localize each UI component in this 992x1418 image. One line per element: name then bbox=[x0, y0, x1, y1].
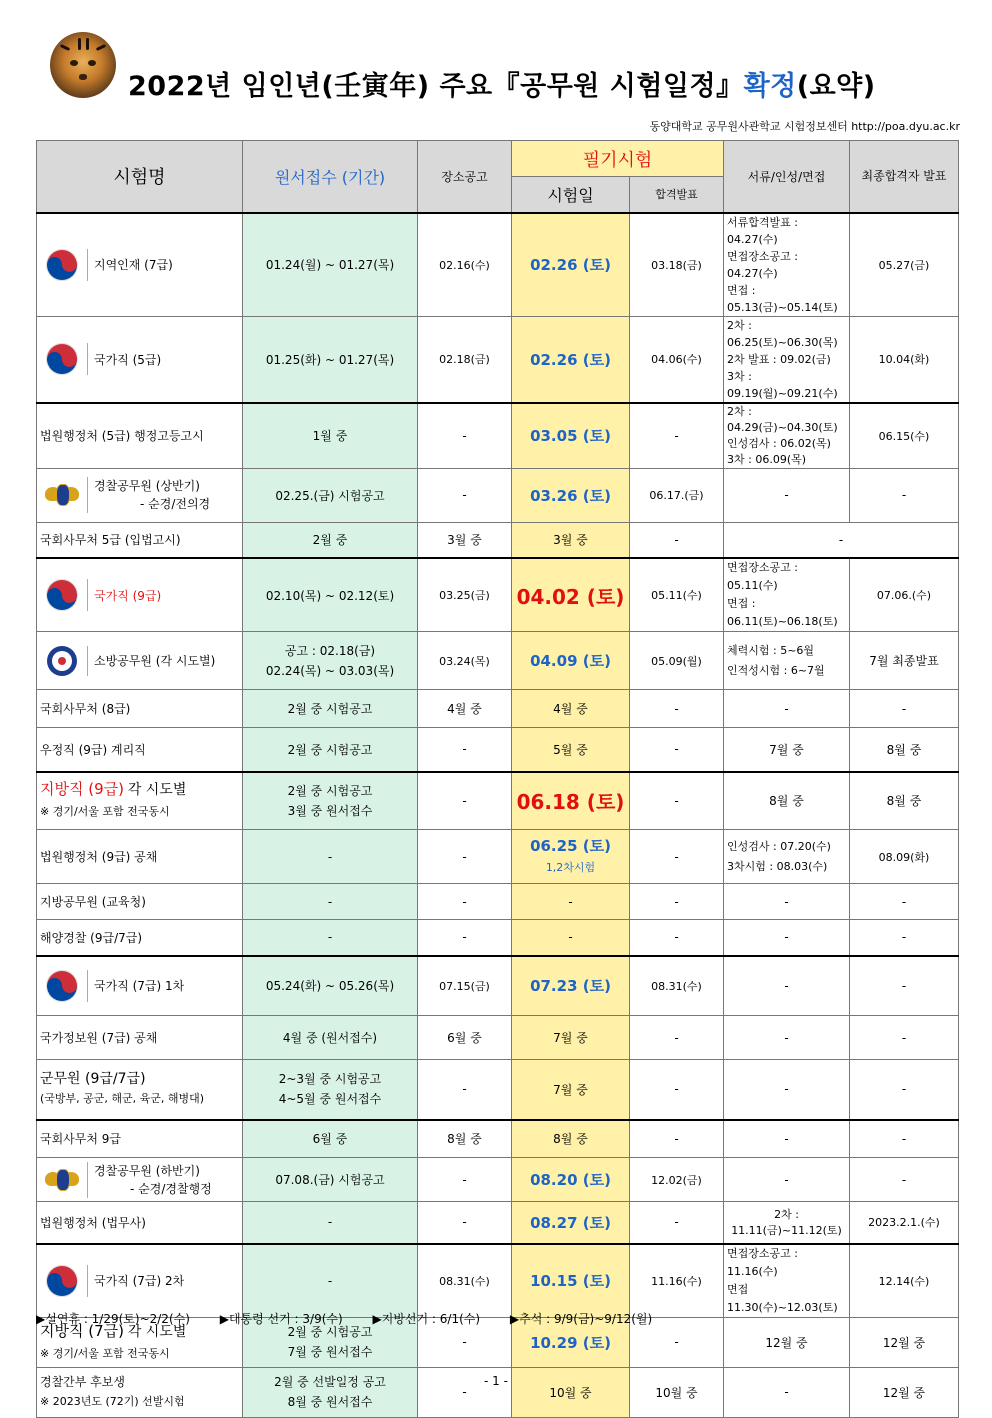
final-date: 07.06.(수) bbox=[850, 558, 959, 632]
docs-line: - bbox=[724, 1158, 850, 1202]
venue-date: 6월 중 bbox=[418, 1016, 512, 1060]
docs-line: - bbox=[724, 956, 850, 1016]
docs-line: - bbox=[724, 1367, 850, 1417]
exam-date: 08.20 (토) bbox=[512, 1158, 630, 1202]
exam-name: 지역인재 (7급) bbox=[94, 258, 173, 272]
apply-period: 2월 중 선발일정 공고 bbox=[274, 1375, 386, 1389]
final-date: - bbox=[850, 468, 959, 522]
pass-date: - bbox=[630, 522, 724, 558]
docs-line: 2차 : 04.29(금)~04.30(토) bbox=[727, 404, 838, 434]
tiger-image bbox=[50, 32, 116, 98]
apply-period: 02.24(목) ~ 03.03(목) bbox=[265, 663, 395, 678]
exam-name: 법원행정처 (법무사) bbox=[37, 1202, 243, 1244]
docs-line: - bbox=[724, 1120, 850, 1158]
apply-period: 01.25(화) ~ 01.27(목) bbox=[243, 316, 418, 403]
page-title: 2022년 임인년(壬寅年) 주요『공무원 시험일정』확정(요약) bbox=[128, 71, 876, 102]
final-date: 06.15(수) bbox=[850, 403, 959, 469]
docs-line: 서류합격발표 : 04.27(수) bbox=[727, 215, 798, 246]
footnote-item: ▶지방선거 : 6/1(수) bbox=[372, 1312, 481, 1326]
final-date: - bbox=[850, 1120, 959, 1158]
pass-date: 10월 중 bbox=[630, 1367, 724, 1417]
table-row bbox=[37, 468, 959, 522]
exam-date: 03.05 (토) bbox=[512, 403, 630, 469]
docs-line: - bbox=[724, 468, 850, 522]
table-row bbox=[37, 1202, 959, 1244]
exam-date: 3월 중 bbox=[512, 522, 630, 558]
exam-name: 법원행정처 (5급) 행정고등고시 bbox=[37, 403, 243, 469]
pass-date: 05.11(수) bbox=[630, 558, 724, 632]
exam-name: 국회사무처 9급 bbox=[37, 1120, 243, 1158]
apply-period: 8월 중 원서접수 bbox=[287, 1395, 373, 1409]
table-row bbox=[37, 920, 959, 956]
col-name-header: 시험명 bbox=[37, 141, 243, 213]
exam-name: 법원행정처 (9급) 공채 bbox=[37, 830, 243, 884]
apply-period: 4월 중 (원서접수) bbox=[243, 1016, 418, 1060]
docs-line: - bbox=[724, 920, 850, 956]
apply-period: 3월 중 원서접수 bbox=[287, 803, 373, 818]
final-date: 05.27(금) bbox=[850, 213, 959, 317]
pass-date: - bbox=[630, 1202, 724, 1244]
apply-period: 공고 : 02.18(금) bbox=[284, 643, 376, 658]
venue-date: 08.31(수) bbox=[418, 1244, 512, 1318]
venue-date: - bbox=[418, 403, 512, 469]
exam-date: 06.25 (토) bbox=[530, 836, 611, 855]
pass-date: 05.09(월) bbox=[630, 632, 724, 690]
venue-date: - bbox=[418, 1202, 512, 1244]
table-row bbox=[37, 956, 959, 1016]
col-docs-header: 서류/인성/면접 bbox=[724, 141, 850, 213]
exam-name: 국가직 (7급) 2차 bbox=[94, 1274, 185, 1288]
col-examday-header: 시험일 bbox=[512, 177, 630, 213]
table-row bbox=[37, 1120, 959, 1158]
docs-line: 면접 : 05.13(금)~05.14(토) bbox=[727, 283, 838, 314]
docs-line: 2차 발표 : 09.02(금) bbox=[727, 352, 831, 366]
docs-line: 면접장소공고 : 04.27(수) bbox=[727, 249, 798, 280]
exam-date: 03.26 (토) bbox=[512, 468, 630, 522]
exam-name: 국가직 (5급) bbox=[94, 352, 162, 367]
table-row bbox=[37, 884, 959, 920]
pass-date: 03.18(금) bbox=[630, 213, 724, 317]
pass-date: - bbox=[630, 884, 724, 920]
table-row bbox=[37, 522, 959, 558]
schedule-table bbox=[36, 140, 959, 1418]
docs-line: 2차 : 06.25(토)~06.30(목) bbox=[727, 318, 838, 349]
venue-date: - bbox=[418, 728, 512, 772]
pass-date: - bbox=[630, 1016, 724, 1060]
docs-line: 인성검사 : 07.20(수) bbox=[727, 839, 831, 853]
police-emblem-icon bbox=[45, 1166, 79, 1194]
table-row bbox=[37, 830, 959, 884]
docs-line: - bbox=[724, 884, 850, 920]
table-row bbox=[37, 213, 959, 317]
taegeuk-icon bbox=[46, 343, 78, 375]
docs-line: 2차 : 11.11(금)~11.12(토) bbox=[724, 1202, 850, 1244]
exam-date: 08.27 (토) bbox=[512, 1202, 630, 1244]
table-row bbox=[37, 1158, 959, 1202]
venue-date: - bbox=[418, 884, 512, 920]
footnote bbox=[36, 1310, 678, 1327]
col-venue-header: 장소공고 bbox=[418, 141, 512, 213]
pass-date: 11.16(수) bbox=[630, 1244, 724, 1318]
col-written-header: 필기시험 bbox=[512, 141, 724, 177]
exam-note: 1,2차시험 bbox=[545, 860, 596, 874]
final-date: - bbox=[850, 1060, 959, 1120]
col-apply-header: 원서접수 (기간) bbox=[243, 141, 418, 213]
docs-line: 면접 11.30(수)~12.03(토) bbox=[727, 1282, 838, 1314]
venue-date: 3월 중 bbox=[418, 522, 512, 558]
exam-name: 국회사무처 (8급) bbox=[37, 690, 243, 728]
exam-name: 경찰공무원 (하반기) bbox=[94, 1163, 200, 1178]
pass-date: 06.17.(금) bbox=[630, 468, 724, 522]
docs-line: 면접장소공고 : 11.16(수) bbox=[727, 1246, 798, 1278]
exam-name: 지방직 (7급) bbox=[40, 1321, 124, 1340]
final-date: - bbox=[850, 884, 959, 920]
pass-date: 12.02(금) bbox=[630, 1158, 724, 1202]
apply-period: 2월 중 시험공고 bbox=[287, 783, 373, 798]
exam-name-suffix: 각 시도별 bbox=[127, 782, 187, 799]
docs-line: 면접 : 06.11(토)~06.18(토) bbox=[727, 597, 838, 628]
apply-period: 2월 중 bbox=[243, 522, 418, 558]
exam-name: 국가직 (7급) 1차 bbox=[94, 979, 185, 994]
apply-period: 07.08.(금) 시험공고 bbox=[243, 1158, 418, 1202]
pass-date: - bbox=[630, 830, 724, 884]
footnote-item: ▶대통령 선거 : 3/9(수) bbox=[219, 1312, 343, 1326]
final-date: 12월 중 bbox=[850, 1367, 959, 1417]
final-date: 08.09(화) bbox=[850, 830, 959, 884]
exam-name: 국회사무처 5급 (입법고시) bbox=[37, 522, 243, 558]
exam-date: 5월 중 bbox=[512, 728, 630, 772]
venue-date: 4월 중 bbox=[418, 690, 512, 728]
venue-date: 02.18(금) bbox=[418, 316, 512, 403]
venue-date: 8월 중 bbox=[418, 1120, 512, 1158]
pass-date: 04.06(수) bbox=[630, 316, 724, 403]
col-pass-header: 합격발표 bbox=[630, 177, 724, 213]
venue-date: 07.15(금) bbox=[418, 956, 512, 1016]
docs-line: 8월 중 bbox=[724, 772, 850, 830]
apply-period: 05.24(화) ~ 05.26(목) bbox=[243, 956, 418, 1016]
pass-date: - bbox=[630, 1120, 724, 1158]
table-row bbox=[37, 728, 959, 772]
exam-subname: - 순경/경찰행정 bbox=[130, 1181, 212, 1196]
apply-period: 6월 중 bbox=[243, 1120, 418, 1158]
table-row bbox=[37, 690, 959, 728]
exam-date: 8월 중 bbox=[512, 1120, 630, 1158]
table-row bbox=[37, 558, 959, 632]
final-date: 10.04(화) bbox=[850, 316, 959, 403]
exam-date: 02.26 (토) bbox=[512, 213, 630, 317]
venue-date: - bbox=[418, 1367, 512, 1417]
exam-date: 02.26 (토) bbox=[512, 316, 630, 403]
venue-date: - bbox=[418, 830, 512, 884]
apply-period: 02.10(목) ~ 02.12(토) bbox=[243, 558, 418, 632]
exam-name: 경찰간부 후보생 bbox=[40, 1375, 125, 1389]
docs-line: 3차 : 06.09(목) bbox=[727, 452, 807, 466]
docs-line: 3차시험 : 08.03(수) bbox=[727, 859, 828, 873]
final-date: 8월 중 bbox=[850, 772, 959, 830]
docs-line: - bbox=[724, 690, 850, 728]
exam-name: 우정직 (9급) 계리직 bbox=[37, 728, 243, 772]
taegeuk-icon bbox=[46, 249, 78, 281]
final-date: 7월 최종발표 bbox=[850, 632, 959, 690]
final-date: - bbox=[850, 1016, 959, 1060]
venue-date: 03.24(목) bbox=[418, 632, 512, 690]
apply-period: 2~3월 중 시험공고 bbox=[278, 1072, 382, 1087]
pass-date: - bbox=[630, 690, 724, 728]
exam-name: 국가직 (9급) bbox=[94, 588, 162, 603]
docs-line: 체력시험 : 5~6월 bbox=[727, 643, 815, 657]
page-header bbox=[50, 32, 960, 112]
final-date: 8월 중 bbox=[850, 728, 959, 772]
exam-subname: ※ 2023년도 (72기) 선발시험 bbox=[40, 1395, 185, 1408]
table-row bbox=[37, 403, 959, 469]
final-date: - bbox=[850, 1158, 959, 1202]
exam-subname: ※ 경기/서울 포함 전국동시 bbox=[40, 805, 170, 819]
final-date: - bbox=[850, 920, 959, 956]
exam-subname: - 순경/전의경 bbox=[140, 497, 211, 511]
apply-period: 2월 중 시험공고 bbox=[287, 1325, 373, 1339]
apply-period: - bbox=[243, 1244, 418, 1318]
table-row bbox=[37, 1060, 959, 1120]
docs-line: 12월 중 bbox=[724, 1317, 850, 1367]
apply-period: 2월 중 시험공고 bbox=[243, 690, 418, 728]
docs-line: 면접장소공고 : 05.11(수) bbox=[727, 561, 798, 592]
exam-name: 군무원 (9급/7급) bbox=[40, 1071, 146, 1088]
venue-date: - bbox=[418, 1317, 512, 1367]
final-date: 12월 중 bbox=[850, 1317, 959, 1367]
apply-period: 7월 중 원서접수 bbox=[287, 1345, 373, 1359]
docs-line: 7월 중 bbox=[724, 728, 850, 772]
exam-date: 7월 중 bbox=[512, 1060, 630, 1120]
venue-date: - bbox=[418, 920, 512, 956]
apply-period: 02.25.(금) 시험공고 bbox=[243, 468, 418, 522]
final-date: - bbox=[850, 690, 959, 728]
apply-period: 2월 중 시험공고 bbox=[243, 728, 418, 772]
exam-date: 4월 중 bbox=[512, 690, 630, 728]
exam-date: 10.29 (토) bbox=[512, 1317, 630, 1367]
final-date: 2023.2.1.(수) bbox=[850, 1202, 959, 1244]
exam-name: 해양경찰 (9급/7급) bbox=[37, 920, 243, 956]
page-number: - 1 - bbox=[484, 1374, 508, 1388]
exam-date: 04.02 (토) bbox=[512, 558, 630, 632]
apply-period: - bbox=[243, 884, 418, 920]
table-row bbox=[37, 1016, 959, 1060]
exam-subname: (국방부, 공군, 해군, 육군, 해병대) bbox=[40, 1092, 205, 1106]
docs-line: - bbox=[724, 1060, 850, 1120]
footnote-item: ▶추석 : 9/9(금)~9/12(월) bbox=[509, 1312, 653, 1326]
pass-date: 08.31(수) bbox=[630, 956, 724, 1016]
pass-date: - bbox=[630, 1060, 724, 1120]
exam-name: 경찰공무원 (상반기) bbox=[94, 479, 200, 493]
venue-date: - bbox=[418, 1158, 512, 1202]
exam-date: - bbox=[512, 920, 630, 956]
taegeuk-icon bbox=[46, 970, 78, 1002]
exam-name: 지방직 (9급) bbox=[40, 780, 124, 799]
table-row bbox=[37, 632, 959, 690]
taegeuk-icon bbox=[46, 1265, 78, 1297]
final-date: 12.14(수) bbox=[850, 1244, 959, 1318]
table-row bbox=[37, 316, 959, 403]
exam-date: 7월 중 bbox=[512, 1016, 630, 1060]
docs-line: 3차 : 09.19(월)~09.21(수) bbox=[727, 369, 838, 400]
table-row bbox=[37, 1244, 959, 1318]
exam-date: 10.15 (토) bbox=[512, 1244, 630, 1318]
exam-date: 07.23 (토) bbox=[512, 956, 630, 1016]
col-final-header: 최종합격자 발표 bbox=[850, 141, 959, 213]
pass-date: - bbox=[630, 728, 724, 772]
venue-date: - bbox=[418, 1060, 512, 1120]
exam-date: - bbox=[512, 884, 630, 920]
footnote-item: ▶설연휴 : 1/29(토)~2/2(수) bbox=[36, 1312, 190, 1326]
venue-date: - bbox=[418, 468, 512, 522]
exam-name-suffix: 각 시도별 bbox=[127, 1323, 187, 1340]
apply-period: 4~5월 중 원서접수 bbox=[278, 1092, 382, 1107]
docs-line: 인적성시험 : 6~7월 bbox=[727, 663, 825, 677]
venue-date: 02.16(수) bbox=[418, 213, 512, 317]
pass-date: - bbox=[630, 772, 724, 830]
exam-name: 국가정보원 (7급) 공채 bbox=[37, 1016, 243, 1060]
final-date: - bbox=[850, 956, 959, 1016]
taegeuk-icon bbox=[46, 579, 78, 611]
pass-date: - bbox=[630, 403, 724, 469]
fire-service-emblem-icon bbox=[47, 646, 77, 676]
venue-date: 03.25(금) bbox=[418, 558, 512, 632]
apply-period: 01.24(월) ~ 01.27(목) bbox=[243, 213, 418, 317]
apply-period: 1월 중 bbox=[243, 403, 418, 469]
exam-subname: ※ 경기/서울 포함 전국동시 bbox=[40, 1346, 170, 1360]
venue-date: - bbox=[418, 772, 512, 830]
source-line: 동양대학교 공무원사관학교 시험정보센터 http://poa.dyu.ac.kr bbox=[649, 120, 960, 133]
apply-period: - bbox=[243, 830, 418, 884]
table-row bbox=[37, 772, 959, 830]
exam-date: 06.18 (토) bbox=[512, 772, 630, 830]
docs-line: 인성검사 : 06.02(목) bbox=[727, 436, 831, 450]
apply-period: - bbox=[243, 1202, 418, 1244]
docs-line: - bbox=[724, 522, 959, 558]
police-emblem-icon bbox=[45, 481, 79, 509]
docs-line: - bbox=[724, 1016, 850, 1060]
apply-period: - bbox=[243, 920, 418, 956]
exam-name: 지방공무원 (교육청) bbox=[37, 884, 243, 920]
exam-date: 10월 중 bbox=[512, 1367, 630, 1417]
exam-date: 04.09 (토) bbox=[512, 632, 630, 690]
pass-date: - bbox=[630, 920, 724, 956]
pass-date: - bbox=[630, 1317, 724, 1367]
exam-name: 소방공무원 (각 시도별) bbox=[94, 654, 216, 668]
